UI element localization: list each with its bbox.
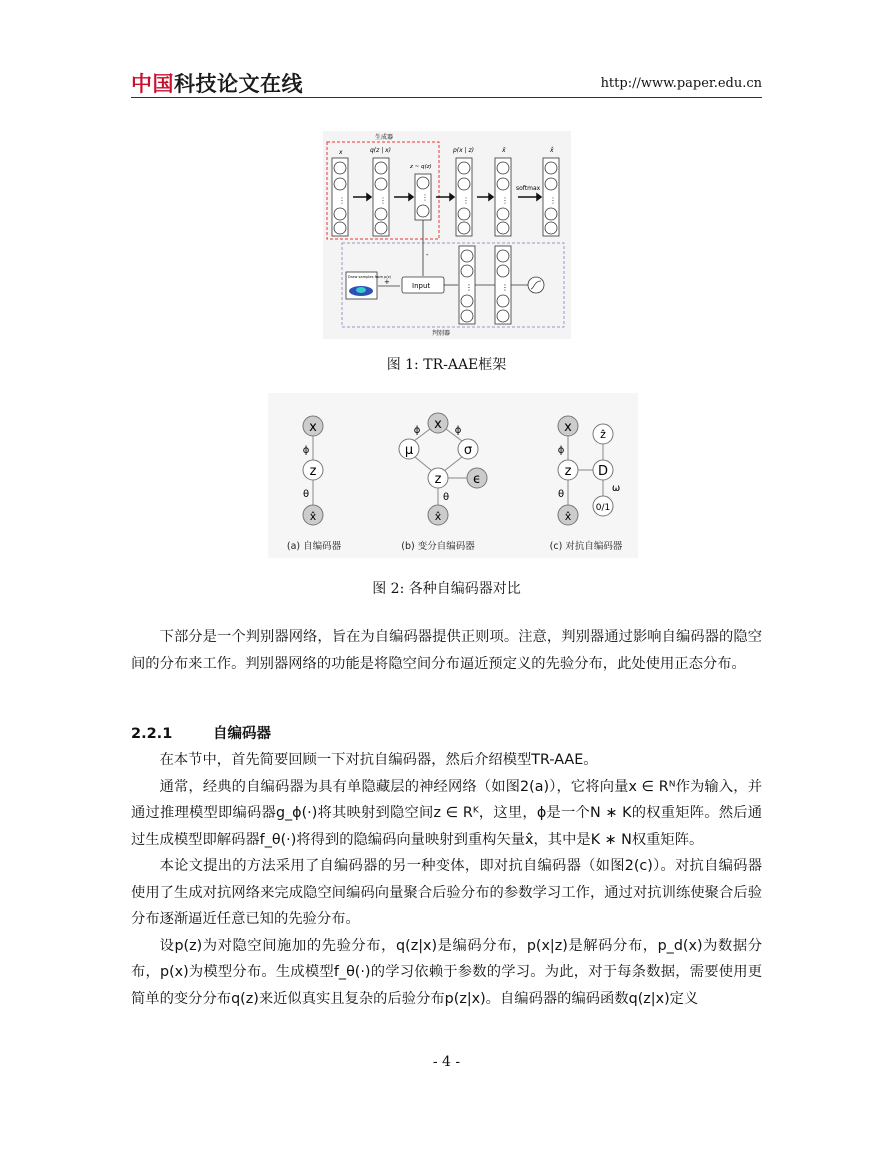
svg-text:x̂: x̂ bbox=[564, 510, 572, 523]
draw-samples-label: Draw samples from p(z) bbox=[348, 275, 392, 279]
svg-text:⋮: ⋮ bbox=[462, 196, 470, 205]
svg-text:ϵ: ϵ bbox=[473, 472, 481, 487]
body-text bbox=[131, 747, 762, 1012]
svg-text:z: z bbox=[564, 464, 572, 479]
softmax-label: softmax bbox=[516, 185, 541, 192]
svg-text:-: - bbox=[426, 251, 429, 259]
label-zq: z ~ q(z) bbox=[410, 164, 432, 170]
subcaption-b: (b) 变分自编码器 bbox=[401, 541, 475, 552]
svg-text:⋮: ⋮ bbox=[501, 196, 509, 205]
svg-text:x: x bbox=[564, 420, 572, 435]
label-xbar: x̄ bbox=[502, 147, 506, 154]
svg-text:⋮: ⋮ bbox=[549, 196, 557, 205]
svg-text:θ: θ bbox=[442, 492, 450, 503]
figure-2-caption: 图 2: 各种自编码器对比 bbox=[372, 581, 521, 597]
svg-text:⋮: ⋮ bbox=[465, 283, 473, 292]
svg-text:D: D bbox=[597, 464, 609, 479]
svg-text:ϕ: ϕ bbox=[302, 445, 310, 456]
svg-text:θ: θ bbox=[302, 489, 310, 500]
svg-text:ω: ω bbox=[611, 483, 621, 494]
svg-text:0/1: 0/1 bbox=[595, 503, 611, 513]
svg-text:θ: θ bbox=[557, 489, 565, 500]
subcaption-c: (c) 对抗自编码器 bbox=[549, 541, 623, 552]
header-rule bbox=[131, 97, 762, 98]
figure-1-diagram bbox=[322, 130, 572, 340]
page-header bbox=[131, 68, 762, 98]
svg-text:⋮: ⋮ bbox=[501, 283, 509, 292]
figure-1-caption: 图 1: TR-AAE框架 bbox=[386, 357, 507, 373]
paragraph-aae: 本论文提出的方法采用了自编码器的另一种变体，即对抗自编码器（如图2(c)）。对抗自编码器使用了生成对抗网络来完成隐空间编码向量聚合后验分布的参数学习工作，通过对抗训练使聚合后验分布逐渐逼近任意已知的先验分布。 bbox=[131, 858, 762, 927]
label-qzx: q(z | x) bbox=[370, 147, 392, 154]
label-x: x bbox=[339, 149, 343, 156]
paragraph-discriminator: 下部分是一个判别器网络，旨在为自编码器提供正则项。注意，判别器通过影响自编码器的隐空间的分布来工作。判别器网络的功能是将隐空间分布逼近预定义的先验分布，此处使用正态分布。 bbox=[131, 629, 762, 672]
svg-text:x: x bbox=[434, 417, 442, 432]
svg-text:σ: σ bbox=[463, 443, 473, 458]
journal-logo: 中国科技论文在线 bbox=[131, 72, 303, 96]
subcaption-a: (a) 自编码器 bbox=[286, 541, 342, 552]
svg-text:⋮: ⋮ bbox=[421, 193, 429, 202]
figure-2-diagram bbox=[268, 393, 638, 558]
svg-text:z: z bbox=[309, 464, 317, 479]
paragraph-prior: 设p(z)为对隐空间施加的先验分布，q(z|x)是编码分布，p(x|z)是解码分布，p_d(x)为数据分布，p(x)为模型分布。生成模型f_θ(·)的学习依赖于参数的学习。为此，对于每条数据，需要使用更简单的变分分布q(z)来近似真实且复杂的后验分布p(z|x)。自编码器的编码函数q(z|x)定义 bbox=[131, 937, 762, 1007]
generator-label: 生成器 bbox=[375, 134, 394, 141]
svg-text:ϕ: ϕ bbox=[557, 445, 565, 456]
svg-text:z: z bbox=[434, 472, 442, 487]
svg-text:ϕ: ϕ bbox=[413, 425, 421, 436]
svg-text:ẑ: ẑ bbox=[600, 428, 606, 441]
svg-text:⋮: ⋮ bbox=[338, 196, 346, 205]
svg-text:⋮: ⋮ bbox=[379, 196, 387, 205]
section-heading: 2.2.1 自编码器 bbox=[131, 726, 271, 742]
svg-text:x̂: x̂ bbox=[434, 510, 442, 523]
svg-text:x̂: x̂ bbox=[309, 510, 317, 523]
header-url[interactable]: http://www.paper.edu.cn bbox=[600, 76, 762, 91]
svg-text:μ: μ bbox=[404, 443, 414, 458]
input-label: Input bbox=[412, 282, 431, 290]
sigmoid-node bbox=[528, 277, 544, 293]
svg-text:x: x bbox=[309, 420, 317, 435]
discriminator-label: 判别器 bbox=[432, 330, 451, 337]
svg-text:ϕ: ϕ bbox=[454, 425, 462, 436]
svg-text:+: + bbox=[384, 278, 390, 286]
paragraph-intro: 在本节中，首先简要回顾一下对抗自编码器，然后介绍模型TR-AAE。 bbox=[159, 752, 598, 768]
label-pxz: p(x | z) bbox=[453, 147, 475, 154]
ae-graph bbox=[303, 416, 323, 525]
label-xhat: x̂ bbox=[550, 147, 554, 154]
page-number: - 4 - bbox=[432, 1054, 461, 1070]
paragraph-classic-ae: 通常，经典的自编码器为具有单隐藏层的神经网络（如图2(a)），它将向量x ∈ Rᴺ作为输入，并通过推理模型即编码器g_ϕ(·)将其映射到隐空间z ∈ Rᴷ，这里，ϕ是一个N ∗ K的权重矩阵。然后通过生成模型即解码器f_θ(·)将得到的隐编码向量映射到重构矢量x̂，其中是K ∗ N权重矩阵。 bbox=[131, 778, 762, 848]
